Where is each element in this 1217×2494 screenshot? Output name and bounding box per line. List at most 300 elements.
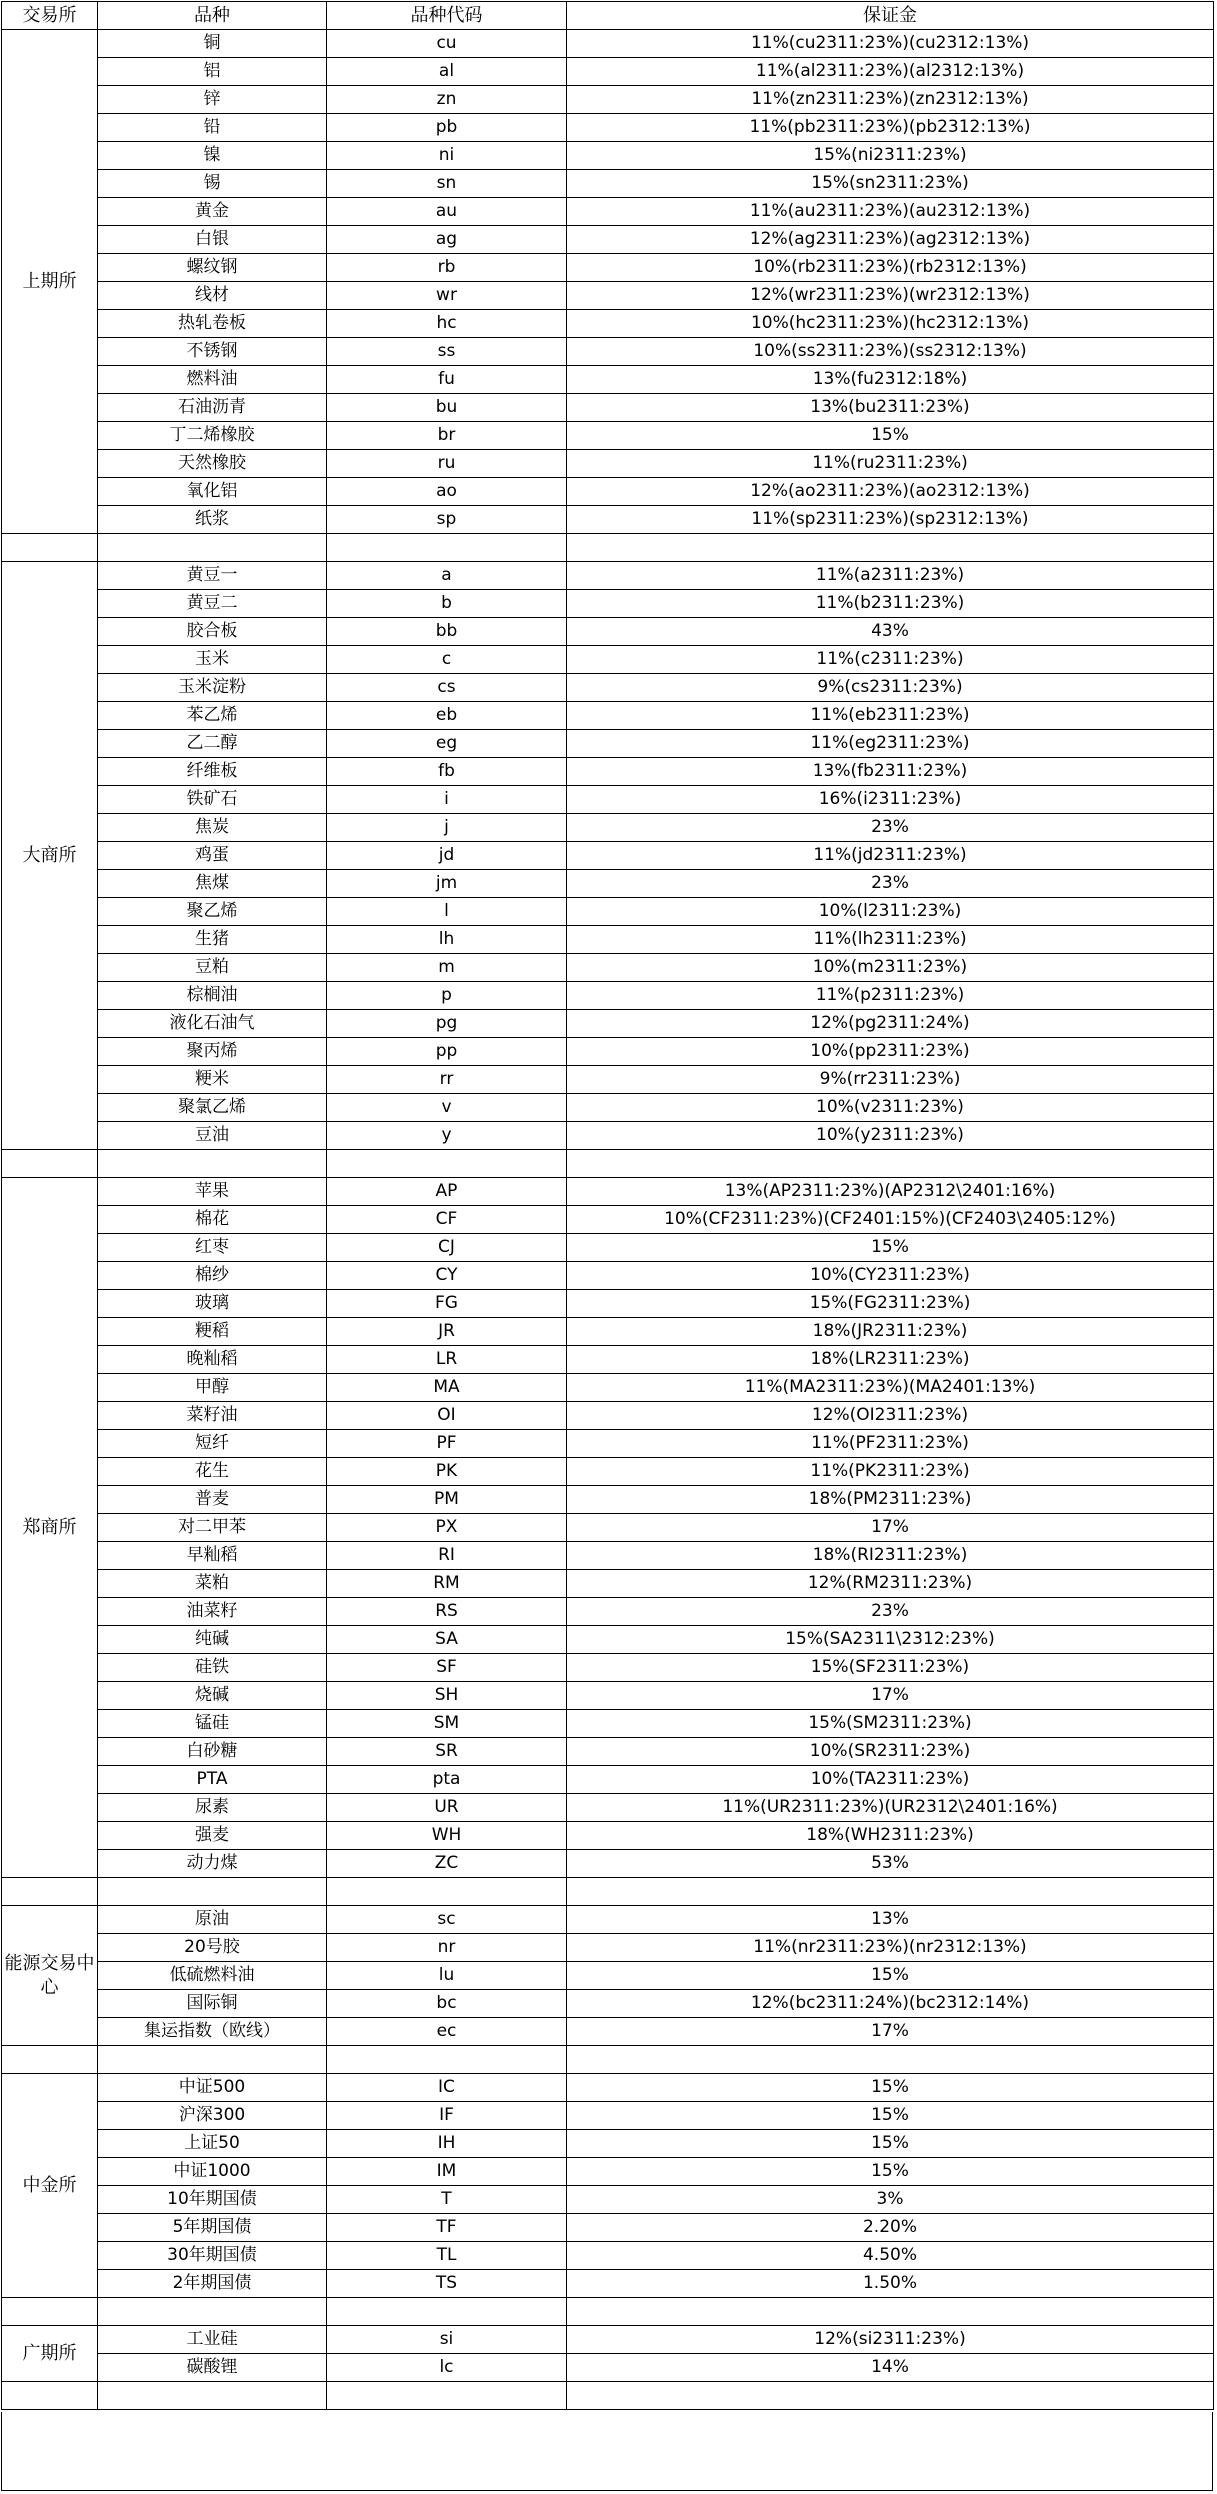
product-code-cell: bc <box>327 1990 567 2018</box>
empty-cell <box>567 2298 1214 2326</box>
margin-cell: 15%(SF2311:23%) <box>567 1654 1214 1682</box>
margin-cell: 13%(fb2311:23%) <box>567 758 1214 786</box>
table-row <box>2 590 1214 618</box>
margin-cell: 15%(SM2311:23%) <box>567 1710 1214 1738</box>
margin-cell: 23% <box>567 1598 1214 1626</box>
table-row <box>2 982 1214 1010</box>
product-name-cell: 玻璃 <box>98 1290 327 1318</box>
product-code-cell: l <box>327 898 567 926</box>
margin-cell: 12%(wr2311:23%)(wr2312:13%) <box>567 282 1214 310</box>
empty-cell <box>2 2382 98 2410</box>
product-name-cell: 锡 <box>98 170 327 198</box>
table-row <box>2 506 1214 534</box>
product-name-cell: 粳米 <box>98 1066 327 1094</box>
product-code-cell: ru <box>327 450 567 478</box>
table-row <box>2 1682 1214 1710</box>
margin-cell: 10%(y2311:23%) <box>567 1122 1214 1150</box>
separator-row <box>2 1878 1214 1906</box>
product-name-cell: 5年期国债 <box>98 2214 327 2242</box>
product-name-cell: 棉花 <box>98 1206 327 1234</box>
margin-cell: 15% <box>567 1234 1214 1262</box>
product-code-cell: TL <box>327 2242 567 2270</box>
product-code-cell: nr <box>327 1934 567 1962</box>
product-name-cell: 苯乙烯 <box>98 702 327 730</box>
product-name-cell: 铝 <box>98 58 327 86</box>
margin-cell: 11%(eg2311:23%) <box>567 730 1214 758</box>
product-code-cell: SF <box>327 1654 567 1682</box>
table-row <box>2 2158 1214 2186</box>
product-code-cell: SH <box>327 1682 567 1710</box>
table-row <box>2 1766 1214 1794</box>
header-exchange: 交易所 <box>2 2 98 30</box>
product-code-cell: y <box>327 1122 567 1150</box>
product-name-cell: 晚籼稻 <box>98 1346 327 1374</box>
table-row <box>2 450 1214 478</box>
table-row <box>2 1598 1214 1626</box>
product-code-cell: au <box>327 198 567 226</box>
header-product: 品种 <box>98 2 327 30</box>
margin-cell: 10%(pp2311:23%) <box>567 1038 1214 1066</box>
product-name-cell: 聚氯乙烯 <box>98 1094 327 1122</box>
product-code-cell: jm <box>327 870 567 898</box>
exchange-cell: 能源交易中心 <box>2 1906 98 2046</box>
product-name-cell: 20号胶 <box>98 1934 327 1962</box>
product-code-cell: TS <box>327 2270 567 2298</box>
product-code-cell: al <box>327 58 567 86</box>
product-code-cell: bu <box>327 394 567 422</box>
product-name-cell: 强麦 <box>98 1822 327 1850</box>
product-code-cell: fb <box>327 758 567 786</box>
table-row <box>2 1934 1214 1962</box>
table-row <box>2 954 1214 982</box>
table-row <box>2 2270 1214 2298</box>
table-row <box>2 282 1214 310</box>
product-name-cell: 铜 <box>98 30 327 58</box>
margin-cell: 12%(ag2311:23%)(ag2312:13%) <box>567 226 1214 254</box>
table-row <box>2 198 1214 226</box>
product-code-cell: sn <box>327 170 567 198</box>
product-name-cell: 液化石油气 <box>98 1010 327 1038</box>
empty-cell <box>98 2298 327 2326</box>
table-row <box>2 226 1214 254</box>
product-code-cell: br <box>327 422 567 450</box>
product-code-cell: a <box>327 562 567 590</box>
table-row <box>2 618 1214 646</box>
product-code-cell: j <box>327 814 567 842</box>
table-row <box>2 2326 1214 2354</box>
product-code-cell: lh <box>327 926 567 954</box>
margin-cell: 10%(ss2311:23%)(ss2312:13%) <box>567 338 1214 366</box>
margin-cell: 11%(zn2311:23%)(zn2312:13%) <box>567 86 1214 114</box>
table-row <box>2 1234 1214 1262</box>
product-code-cell: CY <box>327 1262 567 1290</box>
product-code-cell: lu <box>327 1962 567 1990</box>
product-name-cell: 短纤 <box>98 1430 327 1458</box>
product-name-cell: 集运指数（欧线） <box>98 2018 327 2046</box>
header-row <box>2 2 1214 30</box>
product-code-cell: PX <box>327 1514 567 1542</box>
empty-cell <box>98 1878 327 1906</box>
product-code-cell: hc <box>327 310 567 338</box>
product-code-cell: OI <box>327 1402 567 1430</box>
table-row <box>2 562 1214 590</box>
product-name-cell: 对二甲苯 <box>98 1514 327 1542</box>
empty-cell <box>327 534 567 562</box>
empty-cell <box>567 2046 1214 2074</box>
margin-cell: 10%(CY2311:23%) <box>567 1262 1214 1290</box>
product-name-cell: 螺纹钢 <box>98 254 327 282</box>
product-name-cell: 焦炭 <box>98 814 327 842</box>
exchange-cell: 上期所 <box>2 30 98 534</box>
margin-cell: 15%(sn2311:23%) <box>567 170 1214 198</box>
table-row <box>2 30 1214 58</box>
product-code-cell: eg <box>327 730 567 758</box>
margin-cell: 12%(si2311:23%) <box>567 2326 1214 2354</box>
margin-cell: 11%(UR2311:23%)(UR2312\2401:16%) <box>567 1794 1214 1822</box>
table-row <box>2 1374 1214 1402</box>
table-row <box>2 1402 1214 1430</box>
margin-cell: 11%(eb2311:23%) <box>567 702 1214 730</box>
table-row <box>2 422 1214 450</box>
empty-cell <box>327 1150 567 1178</box>
table-row <box>2 1262 1214 1290</box>
product-name-cell: 不锈钢 <box>98 338 327 366</box>
product-code-cell: ag <box>327 226 567 254</box>
margin-cell: 11%(sp2311:23%)(sp2312:13%) <box>567 506 1214 534</box>
product-name-cell: 原油 <box>98 1906 327 1934</box>
product-code-cell: rr <box>327 1066 567 1094</box>
table-row <box>2 1850 1214 1878</box>
table-row <box>2 702 1214 730</box>
product-code-cell: WH <box>327 1822 567 1850</box>
margin-cell: 17% <box>567 1682 1214 1710</box>
table-row <box>2 1738 1214 1766</box>
product-name-cell: 镍 <box>98 142 327 170</box>
product-code-cell: pb <box>327 114 567 142</box>
table-row <box>2 1290 1214 1318</box>
margin-cell: 13% <box>567 1906 1214 1934</box>
product-name-cell: 中证500 <box>98 2074 327 2102</box>
product-name-cell: 锌 <box>98 86 327 114</box>
margin-cell: 18%(PM2311:23%) <box>567 1486 1214 1514</box>
product-name-cell: 30年期国债 <box>98 2242 327 2270</box>
product-name-cell: 国际铜 <box>98 1990 327 2018</box>
table-row <box>2 1626 1214 1654</box>
margin-cell: 9%(cs2311:23%) <box>567 674 1214 702</box>
product-code-cell: IC <box>327 2074 567 2102</box>
margin-cell: 14% <box>567 2354 1214 2382</box>
table-row <box>2 142 1214 170</box>
product-code-cell: i <box>327 786 567 814</box>
table-row <box>2 730 1214 758</box>
product-name-cell: 苹果 <box>98 1178 327 1206</box>
table-row <box>2 646 1214 674</box>
margin-cell: 10%(m2311:23%) <box>567 954 1214 982</box>
product-name-cell: 乙二醇 <box>98 730 327 758</box>
header-margin: 保证金 <box>567 2 1214 30</box>
table-row <box>2 394 1214 422</box>
product-name-cell: 聚乙烯 <box>98 898 327 926</box>
table-row <box>2 170 1214 198</box>
product-code-cell: CF <box>327 1206 567 1234</box>
product-name-cell: 烧碱 <box>98 1682 327 1710</box>
product-name-cell: 豆油 <box>98 1122 327 1150</box>
separator-row <box>2 2382 1214 2410</box>
table-row <box>2 2242 1214 2270</box>
product-code-cell: pta <box>327 1766 567 1794</box>
margin-cell: 18%(RI2311:23%) <box>567 1542 1214 1570</box>
table-row <box>2 1906 1214 1934</box>
margin-cell: 10%(v2311:23%) <box>567 1094 1214 1122</box>
empty-cell <box>2 1150 98 1178</box>
product-name-cell: 碳酸锂 <box>98 2354 327 2382</box>
margin-cell: 10%(rb2311:23%)(rb2312:13%) <box>567 254 1214 282</box>
table-body <box>2 2 1214 2410</box>
product-code-cell: PM <box>327 1486 567 1514</box>
margin-cell: 12%(pg2311:24%) <box>567 1010 1214 1038</box>
margin-cell: 13%(bu2311:23%) <box>567 394 1214 422</box>
margin-cell: 15% <box>567 2102 1214 2130</box>
table-row <box>2 1990 1214 2018</box>
exchange-cell: 郑商所 <box>2 1178 98 1878</box>
product-code-cell: si <box>327 2326 567 2354</box>
product-name-cell: 铁矿石 <box>98 786 327 814</box>
product-code-cell: MA <box>327 1374 567 1402</box>
table-row <box>2 2130 1214 2158</box>
separator-row <box>2 2298 1214 2326</box>
product-code-cell: fu <box>327 366 567 394</box>
product-name-cell: 白银 <box>98 226 327 254</box>
margin-cell: 12%(bc2311:24%)(bc2312:14%) <box>567 1990 1214 2018</box>
margin-cell: 11%(al2311:23%)(al2312:13%) <box>567 58 1214 86</box>
margin-cell: 23% <box>567 814 1214 842</box>
margin-cell: 18%(JR2311:23%) <box>567 1318 1214 1346</box>
product-name-cell: 黄金 <box>98 198 327 226</box>
product-name-cell: 早籼稻 <box>98 1542 327 1570</box>
table-row <box>2 898 1214 926</box>
empty-cell <box>327 2298 567 2326</box>
product-code-cell: AP <box>327 1178 567 1206</box>
margin-cell: 10%(TA2311:23%) <box>567 1766 1214 1794</box>
margin-cell: 11%(p2311:23%) <box>567 982 1214 1010</box>
table-row <box>2 114 1214 142</box>
margin-cell: 13%(AP2311:23%)(AP2312\2401:16%) <box>567 1178 1214 1206</box>
margin-cell: 11%(lh2311:23%) <box>567 926 1214 954</box>
empty-cell <box>567 534 1214 562</box>
table-row <box>2 1178 1214 1206</box>
product-code-cell: m <box>327 954 567 982</box>
table-row <box>2 1486 1214 1514</box>
margin-cell: 15% <box>567 2130 1214 2158</box>
product-code-cell: rb <box>327 254 567 282</box>
product-name-cell: 棉纱 <box>98 1262 327 1290</box>
table-row <box>2 1038 1214 1066</box>
product-name-cell: 中证1000 <box>98 2158 327 2186</box>
margin-cell: 11%(PF2311:23%) <box>567 1430 1214 1458</box>
margin-cell: 13%(fu2312:18%) <box>567 366 1214 394</box>
margin-cell: 2.20% <box>567 2214 1214 2242</box>
product-code-cell: cs <box>327 674 567 702</box>
table-row <box>2 1654 1214 1682</box>
table-row <box>2 338 1214 366</box>
table-row <box>2 674 1214 702</box>
exchange-cell: 广期所 <box>2 2326 98 2382</box>
product-name-cell: 燃料油 <box>98 366 327 394</box>
margin-cell: 10%(CF2311:23%)(CF2401:15%)(CF2403\2405:12%) <box>567 1206 1214 1234</box>
product-name-cell: 天然橡胶 <box>98 450 327 478</box>
product-code-cell: p <box>327 982 567 1010</box>
product-name-cell: 油菜籽 <box>98 1598 327 1626</box>
table-row <box>2 1542 1214 1570</box>
margin-cell: 15% <box>567 422 1214 450</box>
exchange-cell: 中金所 <box>2 2074 98 2298</box>
table-row <box>2 814 1214 842</box>
product-code-cell: RM <box>327 1570 567 1598</box>
product-code-cell: sp <box>327 506 567 534</box>
margin-cell: 53% <box>567 1850 1214 1878</box>
product-code-cell: IH <box>327 2130 567 2158</box>
margin-table <box>1 1 1214 2410</box>
product-code-cell: RS <box>327 1598 567 1626</box>
margin-cell: 3% <box>567 2186 1214 2214</box>
margin-cell: 18%(LR2311:23%) <box>567 1346 1214 1374</box>
product-name-cell: 菜粕 <box>98 1570 327 1598</box>
product-name-cell: 上证50 <box>98 2130 327 2158</box>
product-name-cell: 锰硅 <box>98 1710 327 1738</box>
table-row <box>2 2018 1214 2046</box>
table-row <box>2 1962 1214 1990</box>
table-row <box>2 310 1214 338</box>
product-name-cell: 铅 <box>98 114 327 142</box>
product-name-cell: 石油沥青 <box>98 394 327 422</box>
product-name-cell: 纸浆 <box>98 506 327 534</box>
separator-row <box>2 2046 1214 2074</box>
margin-cell: 12%(ao2311:23%)(ao2312:13%) <box>567 478 1214 506</box>
product-name-cell: 线材 <box>98 282 327 310</box>
empty-cell <box>98 2046 327 2074</box>
empty-cell <box>2 1878 98 1906</box>
product-code-cell: wr <box>327 282 567 310</box>
table-row <box>2 366 1214 394</box>
product-name-cell: 丁二烯橡胶 <box>98 422 327 450</box>
product-name-cell: 纤维板 <box>98 758 327 786</box>
product-code-cell: ni <box>327 142 567 170</box>
product-name-cell: 工业硅 <box>98 2326 327 2354</box>
margin-cell: 11%(PK2311:23%) <box>567 1458 1214 1486</box>
product-code-cell: ao <box>327 478 567 506</box>
margin-cell: 15% <box>567 1962 1214 1990</box>
product-code-cell: PF <box>327 1430 567 1458</box>
product-name-cell: 红枣 <box>98 1234 327 1262</box>
margin-cell: 17% <box>567 2018 1214 2046</box>
table-row <box>2 1094 1214 1122</box>
product-name-cell: 2年期国债 <box>98 2270 327 2298</box>
product-code-cell: JR <box>327 1318 567 1346</box>
product-name-cell: 尿素 <box>98 1794 327 1822</box>
blank-footer-area <box>1 2412 1213 2491</box>
product-code-cell: pp <box>327 1038 567 1066</box>
product-name-cell: 棕榈油 <box>98 982 327 1010</box>
margin-cell: 18%(WH2311:23%) <box>567 1822 1214 1850</box>
product-name-cell: 生猪 <box>98 926 327 954</box>
table-row <box>2 2102 1214 2130</box>
table-row <box>2 1570 1214 1598</box>
margin-cell: 11%(ru2311:23%) <box>567 450 1214 478</box>
product-name-cell: 甲醇 <box>98 1374 327 1402</box>
product-name-cell: 鸡蛋 <box>98 842 327 870</box>
product-name-cell: 沪深300 <box>98 2102 327 2130</box>
margin-cell: 43% <box>567 618 1214 646</box>
empty-cell <box>327 2382 567 2410</box>
product-code-cell: PK <box>327 1458 567 1486</box>
product-code-cell: T <box>327 2186 567 2214</box>
margin-cell: 4.50% <box>567 2242 1214 2270</box>
product-name-cell: 黄豆一 <box>98 562 327 590</box>
margin-cell: 16%(i2311:23%) <box>567 786 1214 814</box>
product-code-cell: pg <box>327 1010 567 1038</box>
product-name-cell: 聚丙烯 <box>98 1038 327 1066</box>
margin-cell: 15% <box>567 2158 1214 2186</box>
table-row <box>2 1794 1214 1822</box>
product-code-cell: CJ <box>327 1234 567 1262</box>
product-code-cell: IF <box>327 2102 567 2130</box>
product-name-cell: 普麦 <box>98 1486 327 1514</box>
margin-cell: 11%(pb2311:23%)(pb2312:13%) <box>567 114 1214 142</box>
margin-cell: 23% <box>567 870 1214 898</box>
margin-cell: 11%(au2311:23%)(au2312:13%) <box>567 198 1214 226</box>
product-name-cell: PTA <box>98 1766 327 1794</box>
table-row <box>2 2074 1214 2102</box>
product-code-cell: TF <box>327 2214 567 2242</box>
table-row <box>2 86 1214 114</box>
product-code-cell: ec <box>327 2018 567 2046</box>
empty-cell <box>327 1878 567 1906</box>
empty-cell <box>2 2298 98 2326</box>
product-code-cell: bb <box>327 618 567 646</box>
margin-cell: 11%(c2311:23%) <box>567 646 1214 674</box>
table-row <box>2 1010 1214 1038</box>
margin-cell: 11%(b2311:23%) <box>567 590 1214 618</box>
header-code: 品种代码 <box>327 2 567 30</box>
product-code-cell: zn <box>327 86 567 114</box>
table-row <box>2 1822 1214 1850</box>
table-row <box>2 870 1214 898</box>
product-name-cell: 热轧卷板 <box>98 310 327 338</box>
table-row <box>2 254 1214 282</box>
table-row <box>2 58 1214 86</box>
margin-cell: 15%(FG2311:23%) <box>567 1290 1214 1318</box>
margin-cell: 11%(nr2311:23%)(nr2312:13%) <box>567 1934 1214 1962</box>
margin-cell: 10%(l2311:23%) <box>567 898 1214 926</box>
product-code-cell: SR <box>327 1738 567 1766</box>
margin-cell: 12%(RM2311:23%) <box>567 1570 1214 1598</box>
empty-cell <box>327 2046 567 2074</box>
empty-cell <box>567 1150 1214 1178</box>
product-code-cell: cu <box>327 30 567 58</box>
margin-cell: 12%(OI2311:23%) <box>567 1402 1214 1430</box>
empty-cell <box>567 2382 1214 2410</box>
table-row <box>2 1066 1214 1094</box>
table-row <box>2 926 1214 954</box>
table-row <box>2 1430 1214 1458</box>
product-code-cell: ZC <box>327 1850 567 1878</box>
product-code-cell: UR <box>327 1794 567 1822</box>
margin-cell: 15%(SA2311\2312:23%) <box>567 1626 1214 1654</box>
product-name-cell: 氧化铝 <box>98 478 327 506</box>
table-row <box>2 1514 1214 1542</box>
table-row <box>2 2214 1214 2242</box>
product-name-cell: 硅铁 <box>98 1654 327 1682</box>
